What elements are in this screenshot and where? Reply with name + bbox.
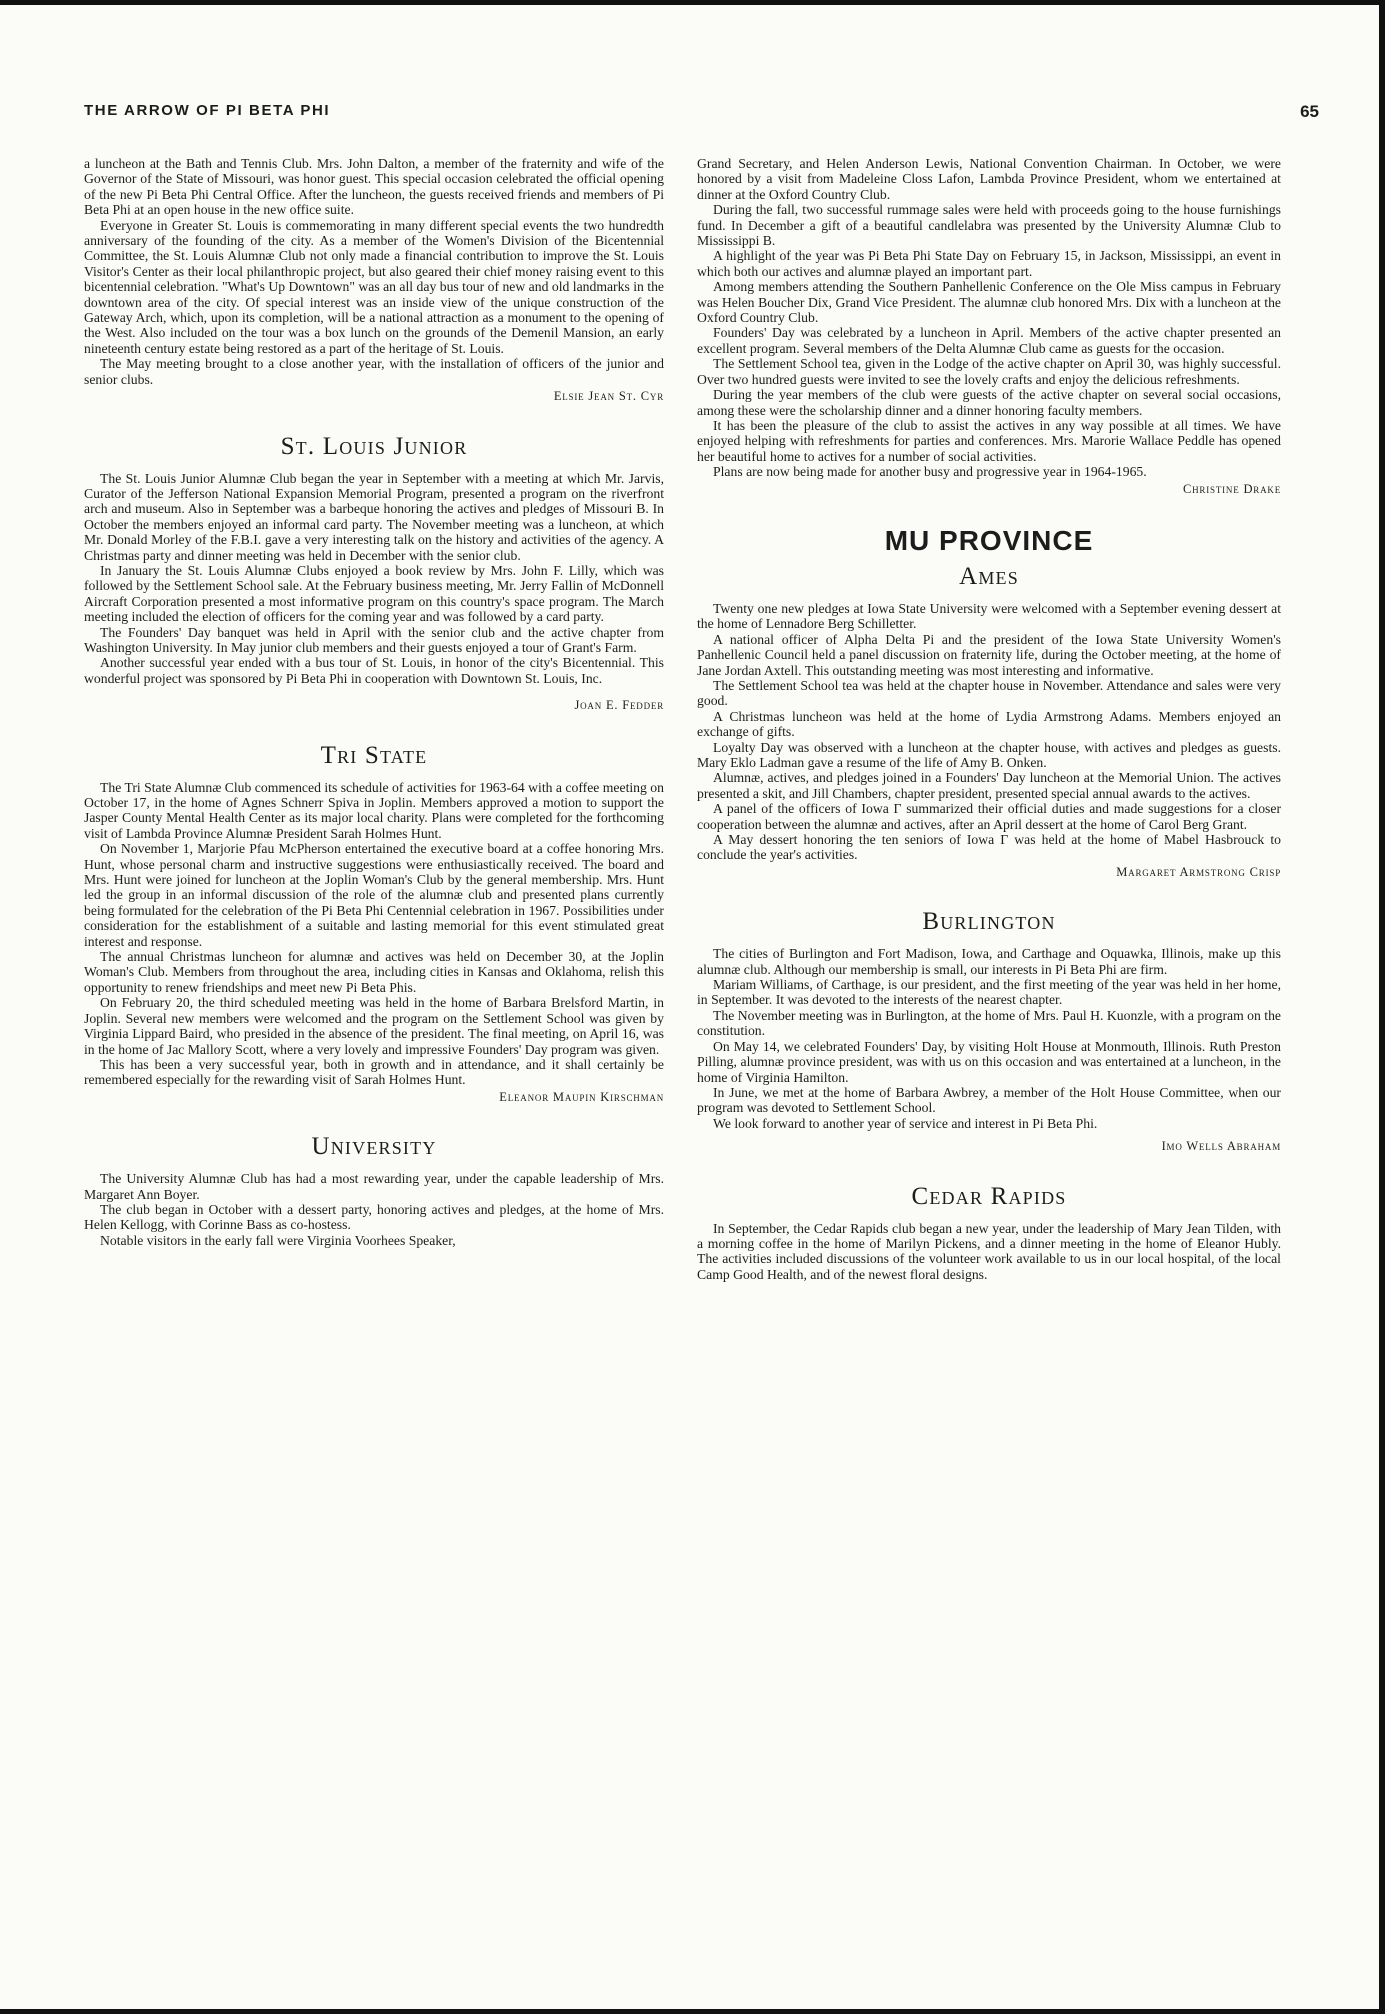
paragraph: The May meeting brought to a close another year, with the installation of officers of the junior and senior clubs.: [84, 356, 664, 387]
section-heading: Cedar Rapids: [911, 1182, 1067, 1210]
section-heading: University: [311, 1133, 437, 1161]
paragraph: a luncheon at the Bath and Tennis Club. Mrs. John Dalton, a member of the fraternity and wife of the Governor of the State of Missouri, was honor guest. This special occasion celebrated the official opening of the new Pi Beta Phi Central Office. After the luncheon, the guests received friends and members of Pi Beta Phi at an open house in the new office suite.: [84, 156, 664, 218]
paragraph: The Tri State Alumnæ Club commenced its schedule of activities for 1963-64 with a coffee meeting on October 17, in the home of Agnes Schnerr Spiva in Joplin. Members approved a motion to support the Jasper County Mental Health Center as its major local charity. Plans were completed for the forthcoming visit of Lambda Province Alumnæ President Sarah Holmes Hunt.: [84, 779, 664, 841]
paragraph: The Settlement School tea, given in the Lodge of the active chapter on April 30, was highly successful. Over two hundred guests were invited to see the lovely crafts and enjoy the delicious refreshments.: [697, 356, 1281, 387]
paragraph: Notable visitors in the early fall were Virginia Voorhees Speaker,: [100, 1232, 456, 1248]
paragraph: A highlight of the year was Pi Beta Phi State Day on February 15, in Jackson, Mississippi, an event in which both our actives and alumnæ played an important part.: [697, 248, 1281, 279]
paragraph: On May 14, we celebrated Founders' Day, by visiting Holt House at Monmouth, Illinois. Ruth Preston Pilling, alumnæ province president, was with us on this occasion and was entertained at a luncheon, in the home of Virginia Hamilton.: [697, 1038, 1281, 1085]
paragraph: Twenty one new pledges at Iowa State University were welcomed with a September evening dessert at the home of Lennadore Berg Schilletter.: [697, 600, 1281, 632]
section-heading: Tri State: [320, 741, 428, 769]
section-cedar-rapids: [697, 1183, 1281, 1283]
paragraph: The annual Christmas luncheon for alumnæ and actives was held on December 30, at the Joplin Woman's Club. Members from throughout the area, including cities in Kansas and Oklahoma, relish this opportunity to renew friendships and meet new Pi Beta Phis.: [84, 949, 664, 995]
page-number: 65: [1300, 102, 1319, 121]
province-heading: MU PROVINCE: [884, 524, 1094, 556]
author-signature: Imo Wells Abraham: [1161, 1139, 1281, 1154]
section-heading: Ames: [959, 562, 1019, 590]
section-heading: St. Louis Junior: [280, 432, 468, 460]
left-column: [84, 156, 664, 1248]
article-intro-continuation: [84, 156, 664, 405]
paragraph: The Founders' Day banquet was held in April with the senior club and the active chapter from Washington University. In May junior club members and their guests enjoyed a tour of Grant's Farm.: [84, 624, 664, 655]
paragraph: This has been a very successful year, both in growth and in attendance, and it shall certainly be remembered especially for the rewarding visit of Sarah Holmes Hunt.: [84, 1056, 664, 1088]
paragraph: In June, we met at the home of Barbara Awbrey, a member of the Holt House Committee, when our program was devoted to Settlement School.: [697, 1084, 1281, 1116]
paragraph: In January the St. Louis Alumnæ Clubs enjoyed a book review by Mrs. John F. Lilly, which was followed by the Settlement School sale. At the February business meeting, Mr. Jerry Fallin of McDonnell Aircraft Corporation presented a most informative program on this country's space program. The March meeting included the election of officers for the coming year and was followed by a card party.: [84, 562, 664, 625]
paragraph: Everyone in Greater St. Louis is commemorating in many different special events the two hundredth anniversary of the founding of the city. As a member of the Women's Division of the Bicentennial Committee, the St. Louis Alumnæ Club not only made a financial contribution to improve the St. Louis Visitor's Center as their local philanthropic project, but also geared their chief money raising event to this bicentennial celebration. "What's Up Downtown" was an all day bus tour of new and old landmarks in the downtown area of the city. Of special interest was an inside view of the unique construction of the Gateway Arch, which, upon its completion, will be a national attraction as a monument to the opening of the West. Also included on the tour was a box lunch on the grounds of the Demenil Mansion, an early nineteenth century estate being restored as a part of the heritage of St. Louis.: [84, 217, 665, 356]
paragraph: The cities of Burlington and Fort Madison, Iowa, and Carthage and Oquawka, Illinois, make up this alumnæ club. Although our membership is small, our interests in Pi Beta Phi are firm.: [697, 946, 1281, 977]
section-heading: Burlington: [922, 908, 1056, 936]
author-signature: Joan E. Fedder: [574, 698, 664, 713]
journal-title: THE ARROW OF PI BETA PHI: [84, 102, 331, 119]
paragraph: On November 1, Marjorie Pfau McPherson entertained the executive board at a coffee honoring Mrs. Hunt, whose personal charm and instructive suggestions were enthusiastically received. The board and Mrs. Hunt were joined for luncheon at the Joplin Woman's Club by the general membership. Mrs. Hunt led the group in an informal discussion of the role of the alumnæ club and presented plans currently being formulated for the celebration of the Pi Beta Phi Centennial celebration in 1967. Possibilities under consideration for the establishment of a suitable and lasting memorial for this event stimulated great interest and response.: [84, 841, 664, 949]
paragraph: Another successful year ended with a bus tour of St. Louis, in honor of the city's Bicentennial. This wonderful project was sponsored by Pi Beta Phi in cooperation with Downtown St. Louis, Inc.: [84, 655, 664, 686]
paragraph: A national officer of Alpha Delta Pi and the president of the Iowa State University Women's Panhellenic Council held a panel discussion on fraternity life, during the October meeting, at the home of Jane Jordan Axtell. This outstanding meeting was most interesting and informative.: [697, 631, 1281, 678]
paragraph: The Settlement School tea was held at the chapter house in November. Attendance and sales were very good.: [697, 677, 1281, 709]
section-st-louis-junior: [84, 433, 664, 714]
paragraph: The St. Louis Junior Alumnæ Club began the year in September with a meeting at which Mr. Jarvis, Curator of the Jefferson National Expansion Memorial Program, presented a program on the riverfront arch and museum. Also in September was a barbeque honoring the actives and pledges of Missouri B. In October the members enjoyed an informal card party. The November meeting was a luncheon, at which Mr. Donald Morley of the F.B.I. gave a very interesting talk on the history and activities of the agency. A Christmas party and dinner meeting was held in December with the senior club.: [84, 470, 664, 563]
paragraph: Loyalty Day was observed with a luncheon at the chapter house, with actives and pledges as guests. Mary Eklo Ladman gave a resume of the life of Amy B. Onken.: [697, 739, 1281, 770]
paragraph: During the fall, two successful rummage sales were held with proceeds going to the house furnishings fund. In December a gift of a beautiful candlelabra was presented by the University Alumnæ Club to Mississippi B.: [697, 202, 1281, 249]
paragraph: The club began in October with a dessert party, honoring actives and pledges, at the home of Mrs. Helen Kellogg, with Corinne Bass as co-hostess.: [84, 1201, 664, 1233]
paragraph: Grand Secretary, and Helen Anderson Lewis, National Convention Chairman. In October, we were honored by a visit from Madeleine Closs Lafon, Lambda Province President, whom we entertained at dinner at the Oxford Country Club.: [697, 156, 1281, 202]
paragraph: Mariam Williams, of Carthage, is our president, and the first meeting of the year was held in her home, in September. It was devoted to the interests of the nearest chapter.: [697, 977, 1281, 1008]
paragraph: Among members attending the Southern Panhellenic Conference on the Ole Miss campus in February was Helen Boucher Dix, Grand Vice President. The alumnæ club honored Mrs. Dix with a luncheon at the Oxford Country Club.: [697, 279, 1281, 326]
paragraph: A panel of the officers of Iowa Γ summarized their official duties and made suggestions for a closer cooperation between the alumnæ and actives, after an April dessert at the home of Carol Berg Grant.: [697, 801, 1281, 832]
paragraph: Alumnæ, actives, and pledges joined in a Founders' Day luncheon at the Memorial Union. The actives presented a skit, and Jill Chambers, chapter president, presented special annual awards to the actives.: [697, 770, 1281, 801]
section-ames: [697, 563, 1281, 880]
paragraph: A Christmas luncheon was held at the home of Lydia Armstrong Adams. Members enjoyed an exchange of gifts.: [697, 708, 1281, 740]
author-signature: Elsie Jean St. Cyr: [553, 389, 664, 404]
author-signature: Eleanor Maupin Kirschman: [499, 1089, 664, 1104]
paragraph: On February 20, the third scheduled meeting was held in the home of Barbara Brelsford Martin, in Joplin. Several new members were welcomed and the program on the Settlement School was given by Virginia Lippard Baird, who presided in the absence of the president. The final meeting, on April 16, was in the home of Jac Mallory Scott, where a very lovely and impressive Founders' Day program was given.: [84, 995, 664, 1057]
paragraph: During the year members of the club were guests of the active chapter on several social occasions, among these were the scholarship dinner and a dinner honoring faculty members.: [697, 387, 1281, 418]
paragraph: In September, the Cedar Rapids club began a new year, under the leadership of Mary Jean Tilden, with a morning coffee in the home of Marilyn Pickens, and a dinner meeting in the home of Eleanor Hubly. The activities included discussions of the volunteer work available to us in our local hospital, of the local Camp Good Health, and of the newest floral designs.: [697, 1220, 1281, 1282]
paragraph: Plans are now being made for another busy and progressive year in 1964-1965.: [713, 464, 1147, 480]
section-university: [84, 1133, 664, 1248]
paragraph: It has been the pleasure of the club to assist the actives in any way possible at all times. We have enjoyed helping with refreshments for parties and conferences. Mrs. Marorie Wallace Peddle has opened her beautiful home to actives for a number of social activities.: [697, 417, 1281, 464]
section-tri-state: [84, 742, 664, 1106]
running-header: [84, 102, 1319, 122]
author-signature: Margaret Armstrong Crisp: [1116, 864, 1281, 879]
paragraph: A May dessert honoring the ten seniors of Iowa Γ was held at the home of Mabel Hasbrouck to conclude the year's activities.: [697, 832, 1281, 863]
right-column: [697, 156, 1281, 1282]
author-signature: Christine Drake: [1183, 481, 1281, 496]
paragraph: We look forward to another year of service and interest in Pi Beta Phi.: [713, 1115, 1098, 1131]
section-burlington: [697, 908, 1281, 1154]
paragraph: Founders' Day was celebrated by a luncheon in April. Members of the active chapter presented an excellent program. Several members of the Delta Alumnæ Club came as guests for the occasion.: [697, 325, 1281, 356]
paragraph: The University Alumnæ Club has had a most rewarding year, under the capable leadership of Mrs. Margaret Ann Boyer.: [84, 1171, 664, 1202]
article-university-continuation: [697, 156, 1281, 497]
paragraph: The November meeting was in Burlington, at the home of Mrs. Paul H. Kuonzle, with a program on the constitution.: [697, 1007, 1281, 1039]
